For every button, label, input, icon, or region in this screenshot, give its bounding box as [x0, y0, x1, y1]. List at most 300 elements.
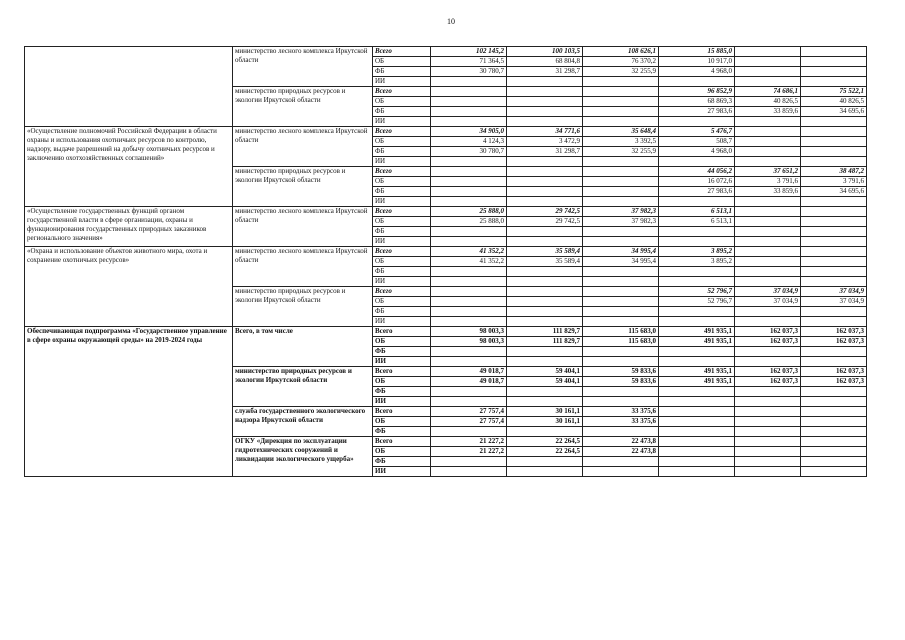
amount-cell	[735, 357, 801, 367]
funding-source: ФБ	[373, 427, 431, 437]
funding-source: ОБ	[373, 177, 431, 187]
amount-cell	[659, 237, 735, 247]
amount-cell	[507, 117, 583, 127]
amount-cell: 162 037,3	[735, 377, 801, 387]
amount-cell	[583, 427, 659, 437]
amount-cell	[659, 467, 735, 477]
funding-source: ОБ	[373, 137, 431, 147]
amount-cell: 22 473,8	[583, 447, 659, 457]
amount-cell	[507, 347, 583, 357]
amount-cell: 33 859,6	[735, 107, 801, 117]
amount-cell: 27 757,4	[431, 407, 507, 417]
amount-cell: 22 473,8	[583, 437, 659, 447]
amount-cell: 31 298,7	[507, 147, 583, 157]
amount-cell	[659, 117, 735, 127]
table-row	[25, 47, 867, 57]
measure-description: Обеспечивающая подпрограмма «Государственное управление в сфере охраны окружающей среды» на 2019-2024 годы	[25, 327, 233, 477]
amount-cell: 162 037,3	[735, 367, 801, 377]
amount-cell	[583, 457, 659, 467]
funding-source: Всего	[373, 47, 431, 57]
amount-cell: 59 404,1	[507, 367, 583, 377]
table-row	[25, 127, 867, 137]
funding-source: Всего	[373, 287, 431, 297]
amount-cell	[507, 277, 583, 287]
amount-cell	[507, 287, 583, 297]
amount-cell: 15 885,0	[659, 47, 735, 57]
amount-cell: 34 995,4	[583, 247, 659, 257]
amount-cell	[735, 407, 801, 417]
amount-cell: 3 472,9	[507, 137, 583, 147]
amount-cell	[431, 457, 507, 467]
amount-cell: 40 826,5	[735, 97, 801, 107]
funding-source: ОБ	[373, 417, 431, 427]
amount-cell	[801, 217, 867, 227]
amount-cell	[659, 437, 735, 447]
amount-cell	[735, 117, 801, 127]
amount-cell: 491 935,1	[659, 337, 735, 347]
amount-cell	[431, 117, 507, 127]
amount-cell	[431, 177, 507, 187]
amount-cell: 49 018,7	[431, 377, 507, 387]
amount-cell	[735, 57, 801, 67]
amount-cell: 22 264,5	[507, 447, 583, 457]
amount-cell: 162 037,3	[801, 377, 867, 387]
amount-cell: 3 895,2	[659, 247, 735, 257]
amount-cell: 44 056,2	[659, 167, 735, 177]
amount-cell: 111 829,7	[507, 327, 583, 337]
amount-cell: 37 982,3	[583, 217, 659, 227]
amount-cell: 4 124,3	[431, 137, 507, 147]
amount-cell: 3 791,6	[801, 177, 867, 187]
amount-cell	[659, 267, 735, 277]
amount-cell	[659, 427, 735, 437]
amount-cell: 32 255,9	[583, 147, 659, 157]
amount-cell	[659, 77, 735, 87]
amount-cell: 75 522,1	[801, 87, 867, 97]
amount-cell: 3 392,5	[583, 137, 659, 147]
amount-cell	[735, 277, 801, 287]
funding-source: ИИ	[373, 397, 431, 407]
amount-cell	[801, 147, 867, 157]
amount-cell	[583, 387, 659, 397]
amount-cell	[507, 237, 583, 247]
amount-cell	[583, 267, 659, 277]
funding-source: ОБ	[373, 447, 431, 457]
amount-cell	[507, 387, 583, 397]
amount-cell	[801, 157, 867, 167]
amount-cell	[735, 217, 801, 227]
amount-cell: 59 833,6	[583, 377, 659, 387]
amount-cell	[431, 87, 507, 97]
amount-cell: 34 905,0	[431, 127, 507, 137]
funding-table	[24, 46, 867, 477]
responsible-organization: министерство лесного комплекса Иркутской области	[233, 247, 373, 287]
table-row	[25, 327, 867, 337]
amount-cell	[507, 197, 583, 207]
amount-cell	[735, 307, 801, 317]
amount-cell	[659, 347, 735, 357]
measure-description	[25, 47, 233, 127]
funding-source: Всего	[373, 87, 431, 97]
funding-source: ФБ	[373, 67, 431, 77]
amount-cell	[507, 397, 583, 407]
amount-cell: 31 298,7	[507, 67, 583, 77]
responsible-organization: министерство природных ресурсов и экологии Иркутской области	[233, 87, 373, 127]
amount-cell	[507, 317, 583, 327]
amount-cell	[507, 457, 583, 467]
funding-source: ФБ	[373, 347, 431, 357]
amount-cell: 35 648,4	[583, 127, 659, 137]
amount-cell	[583, 197, 659, 207]
funding-source: Всего	[373, 327, 431, 337]
amount-cell	[735, 257, 801, 267]
amount-cell	[801, 437, 867, 447]
page-number: 10	[447, 17, 455, 26]
amount-cell	[583, 347, 659, 357]
amount-cell: 29 742,5	[507, 207, 583, 217]
amount-cell: 25 888,0	[431, 207, 507, 217]
funding-source: ОБ	[373, 97, 431, 107]
amount-cell	[801, 227, 867, 237]
amount-cell: 162 037,3	[801, 327, 867, 337]
amount-cell: 41 352,2	[431, 247, 507, 257]
amount-cell: 52 796,7	[659, 287, 735, 297]
amount-cell	[583, 397, 659, 407]
amount-cell	[583, 87, 659, 97]
amount-cell	[431, 387, 507, 397]
amount-cell: 491 935,1	[659, 327, 735, 337]
funding-source: ОБ	[373, 217, 431, 227]
amount-cell	[431, 307, 507, 317]
amount-cell	[735, 137, 801, 147]
funding-source: Всего	[373, 407, 431, 417]
amount-cell	[735, 387, 801, 397]
funding-source: ОБ	[373, 377, 431, 387]
amount-cell	[507, 97, 583, 107]
funding-source: ФБ	[373, 107, 431, 117]
amount-cell	[735, 457, 801, 467]
amount-cell: 34 695,6	[801, 107, 867, 117]
amount-cell	[735, 207, 801, 217]
amount-cell	[431, 277, 507, 287]
funding-source: ОБ	[373, 297, 431, 307]
amount-cell	[583, 357, 659, 367]
amount-cell	[801, 237, 867, 247]
amount-cell: 37 651,2	[735, 167, 801, 177]
amount-cell	[431, 317, 507, 327]
amount-cell	[801, 67, 867, 77]
amount-cell	[801, 197, 867, 207]
amount-cell	[735, 417, 801, 427]
amount-cell: 34 995,4	[583, 257, 659, 267]
amount-cell	[507, 467, 583, 477]
amount-cell	[735, 467, 801, 477]
funding-source: ИИ	[373, 237, 431, 247]
amount-cell	[507, 167, 583, 177]
responsible-organization: министерство лесного комплекса Иркутской области	[233, 47, 373, 87]
amount-cell	[801, 447, 867, 457]
amount-cell	[735, 347, 801, 357]
amount-cell	[507, 187, 583, 197]
amount-cell	[431, 267, 507, 277]
funding-source: ИИ	[373, 197, 431, 207]
responsible-organization: служба государственного экологического надзора Иркутской области	[233, 407, 373, 437]
amount-cell: 33 375,6	[583, 417, 659, 427]
amount-cell	[659, 457, 735, 467]
amount-cell: 30 161,1	[507, 407, 583, 417]
amount-cell	[583, 467, 659, 477]
amount-cell	[431, 357, 507, 367]
amount-cell	[431, 287, 507, 297]
amount-cell	[735, 47, 801, 57]
amount-cell	[659, 387, 735, 397]
table-row	[25, 247, 867, 257]
funding-source: ФБ	[373, 267, 431, 277]
amount-cell	[659, 407, 735, 417]
amount-cell: 115 683,0	[583, 337, 659, 347]
amount-cell	[431, 237, 507, 247]
amount-cell	[507, 307, 583, 317]
amount-cell: 111 829,7	[507, 337, 583, 347]
amount-cell	[801, 317, 867, 327]
amount-cell	[431, 187, 507, 197]
amount-cell	[735, 197, 801, 207]
amount-cell	[507, 157, 583, 167]
amount-cell: 35 589,4	[507, 247, 583, 257]
amount-cell	[507, 357, 583, 367]
amount-cell	[735, 77, 801, 87]
amount-cell	[583, 107, 659, 117]
amount-cell	[801, 357, 867, 367]
amount-cell: 4 968,0	[659, 147, 735, 157]
amount-cell: 34 695,6	[801, 187, 867, 197]
funding-source: ФБ	[373, 387, 431, 397]
amount-cell	[431, 197, 507, 207]
amount-cell: 162 037,3	[801, 337, 867, 347]
amount-cell: 30 780,7	[431, 147, 507, 157]
amount-cell	[659, 277, 735, 287]
amount-cell	[583, 317, 659, 327]
responsible-organization: министерство лесного комплекса Иркутской области	[233, 127, 373, 167]
amount-cell: 34 771,6	[507, 127, 583, 137]
amount-cell	[431, 467, 507, 477]
amount-cell: 6 513,1	[659, 207, 735, 217]
amount-cell	[801, 137, 867, 147]
funding-source: Всего	[373, 207, 431, 217]
measure-description: «Осуществление полномочий Российской Федерации в области охраны и использования охотничьих ресурсов по контролю, надзору, выдаче разрешений на добычу охотничьих ресурсов и заключению охотхозяйственных соглашений»	[25, 127, 233, 207]
amount-cell	[801, 397, 867, 407]
amount-cell	[735, 227, 801, 237]
amount-cell	[659, 157, 735, 167]
funding-source: ОБ	[373, 337, 431, 347]
amount-cell	[507, 87, 583, 97]
amount-cell: 76 370,2	[583, 57, 659, 67]
amount-cell	[801, 307, 867, 317]
responsible-organization: Всего, в том числе	[233, 327, 373, 367]
amount-cell	[801, 257, 867, 267]
amount-cell	[801, 427, 867, 437]
funding-source: ОБ	[373, 257, 431, 267]
amount-cell	[583, 97, 659, 107]
amount-cell: 30 780,7	[431, 67, 507, 77]
amount-cell	[801, 277, 867, 287]
funding-source: ФБ	[373, 457, 431, 467]
measure-description: «Осуществление государственных функций органом государственной власти в сфере организации, охраны и функционирования государственных природных заказников регионального значения»	[25, 207, 233, 247]
amount-cell: 33 859,6	[735, 187, 801, 197]
amount-cell	[801, 267, 867, 277]
amount-cell: 115 683,0	[583, 327, 659, 337]
amount-cell: 37 034,9	[801, 287, 867, 297]
amount-cell: 491 935,1	[659, 367, 735, 377]
amount-cell	[735, 157, 801, 167]
amount-cell: 40 826,5	[801, 97, 867, 107]
responsible-organization: ОГКУ «Дирекция по эксплуатации гидротехнических сооружений и ликвидации экологического ущерба»	[233, 437, 373, 477]
responsible-organization: министерство лесного комплекса Иркутской области	[233, 207, 373, 247]
funding-source: Всего	[373, 167, 431, 177]
funding-source: ИИ	[373, 357, 431, 367]
amount-cell: 21 227,2	[431, 447, 507, 457]
amount-cell: 41 352,2	[431, 257, 507, 267]
amount-cell	[583, 177, 659, 187]
amount-cell: 32 255,9	[583, 67, 659, 77]
amount-cell: 68 804,8	[507, 57, 583, 67]
funding-source: Всего	[373, 437, 431, 447]
amount-cell	[507, 427, 583, 437]
funding-source: ИИ	[373, 117, 431, 127]
amount-cell: 25 888,0	[431, 217, 507, 227]
amount-cell	[801, 467, 867, 477]
amount-cell: 22 264,5	[507, 437, 583, 447]
amount-cell: 74 686,1	[735, 87, 801, 97]
amount-cell: 508,7	[659, 137, 735, 147]
amount-cell	[507, 297, 583, 307]
amount-cell: 59 833,6	[583, 367, 659, 377]
amount-cell: 52 796,7	[659, 297, 735, 307]
amount-cell: 5 476,7	[659, 127, 735, 137]
responsible-organization: министерство природных ресурсов и экологии Иркутской области	[233, 167, 373, 207]
amount-cell: 100 103,5	[507, 47, 583, 57]
amount-cell	[735, 127, 801, 137]
amount-cell	[583, 287, 659, 297]
amount-cell: 6 513,1	[659, 217, 735, 227]
amount-cell	[431, 77, 507, 87]
amount-cell	[583, 237, 659, 247]
amount-cell	[431, 297, 507, 307]
amount-cell: 162 037,3	[735, 337, 801, 347]
amount-cell: 37 982,3	[583, 207, 659, 217]
amount-cell: 108 626,1	[583, 47, 659, 57]
amount-cell: 37 034,9	[735, 287, 801, 297]
amount-cell	[659, 447, 735, 457]
amount-cell	[659, 317, 735, 327]
amount-cell	[735, 67, 801, 77]
funding-source: ИИ	[373, 157, 431, 167]
responsible-organization: министерство природных ресурсов и экологии Иркутской области	[233, 367, 373, 407]
amount-cell: 3 791,6	[735, 177, 801, 187]
amount-cell	[801, 347, 867, 357]
amount-cell: 27 983,6	[659, 187, 735, 197]
amount-cell: 3 895,2	[659, 257, 735, 267]
amount-cell	[801, 57, 867, 67]
amount-cell: 98 003,3	[431, 337, 507, 347]
amount-cell	[583, 117, 659, 127]
amount-cell	[431, 427, 507, 437]
amount-cell: 33 375,6	[583, 407, 659, 417]
amount-cell: 98 003,3	[431, 327, 507, 337]
funding-source: ОБ	[373, 57, 431, 67]
amount-cell: 162 037,3	[735, 327, 801, 337]
funding-source: Всего	[373, 247, 431, 257]
amount-cell	[583, 167, 659, 177]
amount-cell: 37 034,9	[735, 297, 801, 307]
amount-cell: 35 589,4	[507, 257, 583, 267]
amount-cell	[659, 307, 735, 317]
amount-cell: 68 869,3	[659, 97, 735, 107]
amount-cell: 16 072,6	[659, 177, 735, 187]
amount-cell: 27 983,6	[659, 107, 735, 117]
funding-source: ФБ	[373, 307, 431, 317]
amount-cell	[507, 107, 583, 117]
amount-cell	[659, 357, 735, 367]
amount-cell: 21 227,2	[431, 437, 507, 447]
amount-cell: 30 161,1	[507, 417, 583, 427]
amount-cell	[735, 447, 801, 457]
amount-cell: 102 145,2	[431, 47, 507, 57]
amount-cell	[801, 207, 867, 217]
amount-cell: 71 364,5	[431, 57, 507, 67]
amount-cell	[801, 407, 867, 417]
responsible-organization: министерство природных ресурсов и экологии Иркутской области	[233, 287, 373, 327]
table-row	[25, 207, 867, 217]
amount-cell	[801, 457, 867, 467]
amount-cell	[801, 117, 867, 127]
funding-source: ФБ	[373, 227, 431, 237]
amount-cell	[735, 427, 801, 437]
amount-cell: 37 034,9	[801, 297, 867, 307]
amount-cell	[659, 227, 735, 237]
amount-cell: 27 757,4	[431, 417, 507, 427]
amount-cell: 491 935,1	[659, 377, 735, 387]
measure-description: «Охрана и использование объектов животного мира, охота и сохранение охотничьих ресурсов»	[25, 247, 233, 327]
amount-cell: 162 037,3	[801, 367, 867, 377]
amount-cell: 29 742,5	[507, 217, 583, 227]
amount-cell	[801, 77, 867, 87]
amount-cell	[735, 247, 801, 257]
amount-cell	[583, 277, 659, 287]
amount-cell: 49 018,7	[431, 367, 507, 377]
amount-cell	[431, 227, 507, 237]
funding-source: Всего	[373, 367, 431, 377]
amount-cell	[507, 227, 583, 237]
amount-cell	[583, 77, 659, 87]
amount-cell	[659, 417, 735, 427]
amount-cell: 38 487,2	[801, 167, 867, 177]
amount-cell	[431, 157, 507, 167]
amount-cell	[659, 197, 735, 207]
amount-cell	[801, 417, 867, 427]
amount-cell	[735, 317, 801, 327]
amount-cell	[801, 387, 867, 397]
amount-cell: 59 404,1	[507, 377, 583, 387]
amount-cell	[583, 227, 659, 237]
amount-cell	[801, 247, 867, 257]
amount-cell	[431, 107, 507, 117]
amount-cell	[583, 307, 659, 317]
amount-cell	[431, 397, 507, 407]
amount-cell	[431, 167, 507, 177]
amount-cell	[735, 147, 801, 157]
amount-cell	[735, 237, 801, 247]
